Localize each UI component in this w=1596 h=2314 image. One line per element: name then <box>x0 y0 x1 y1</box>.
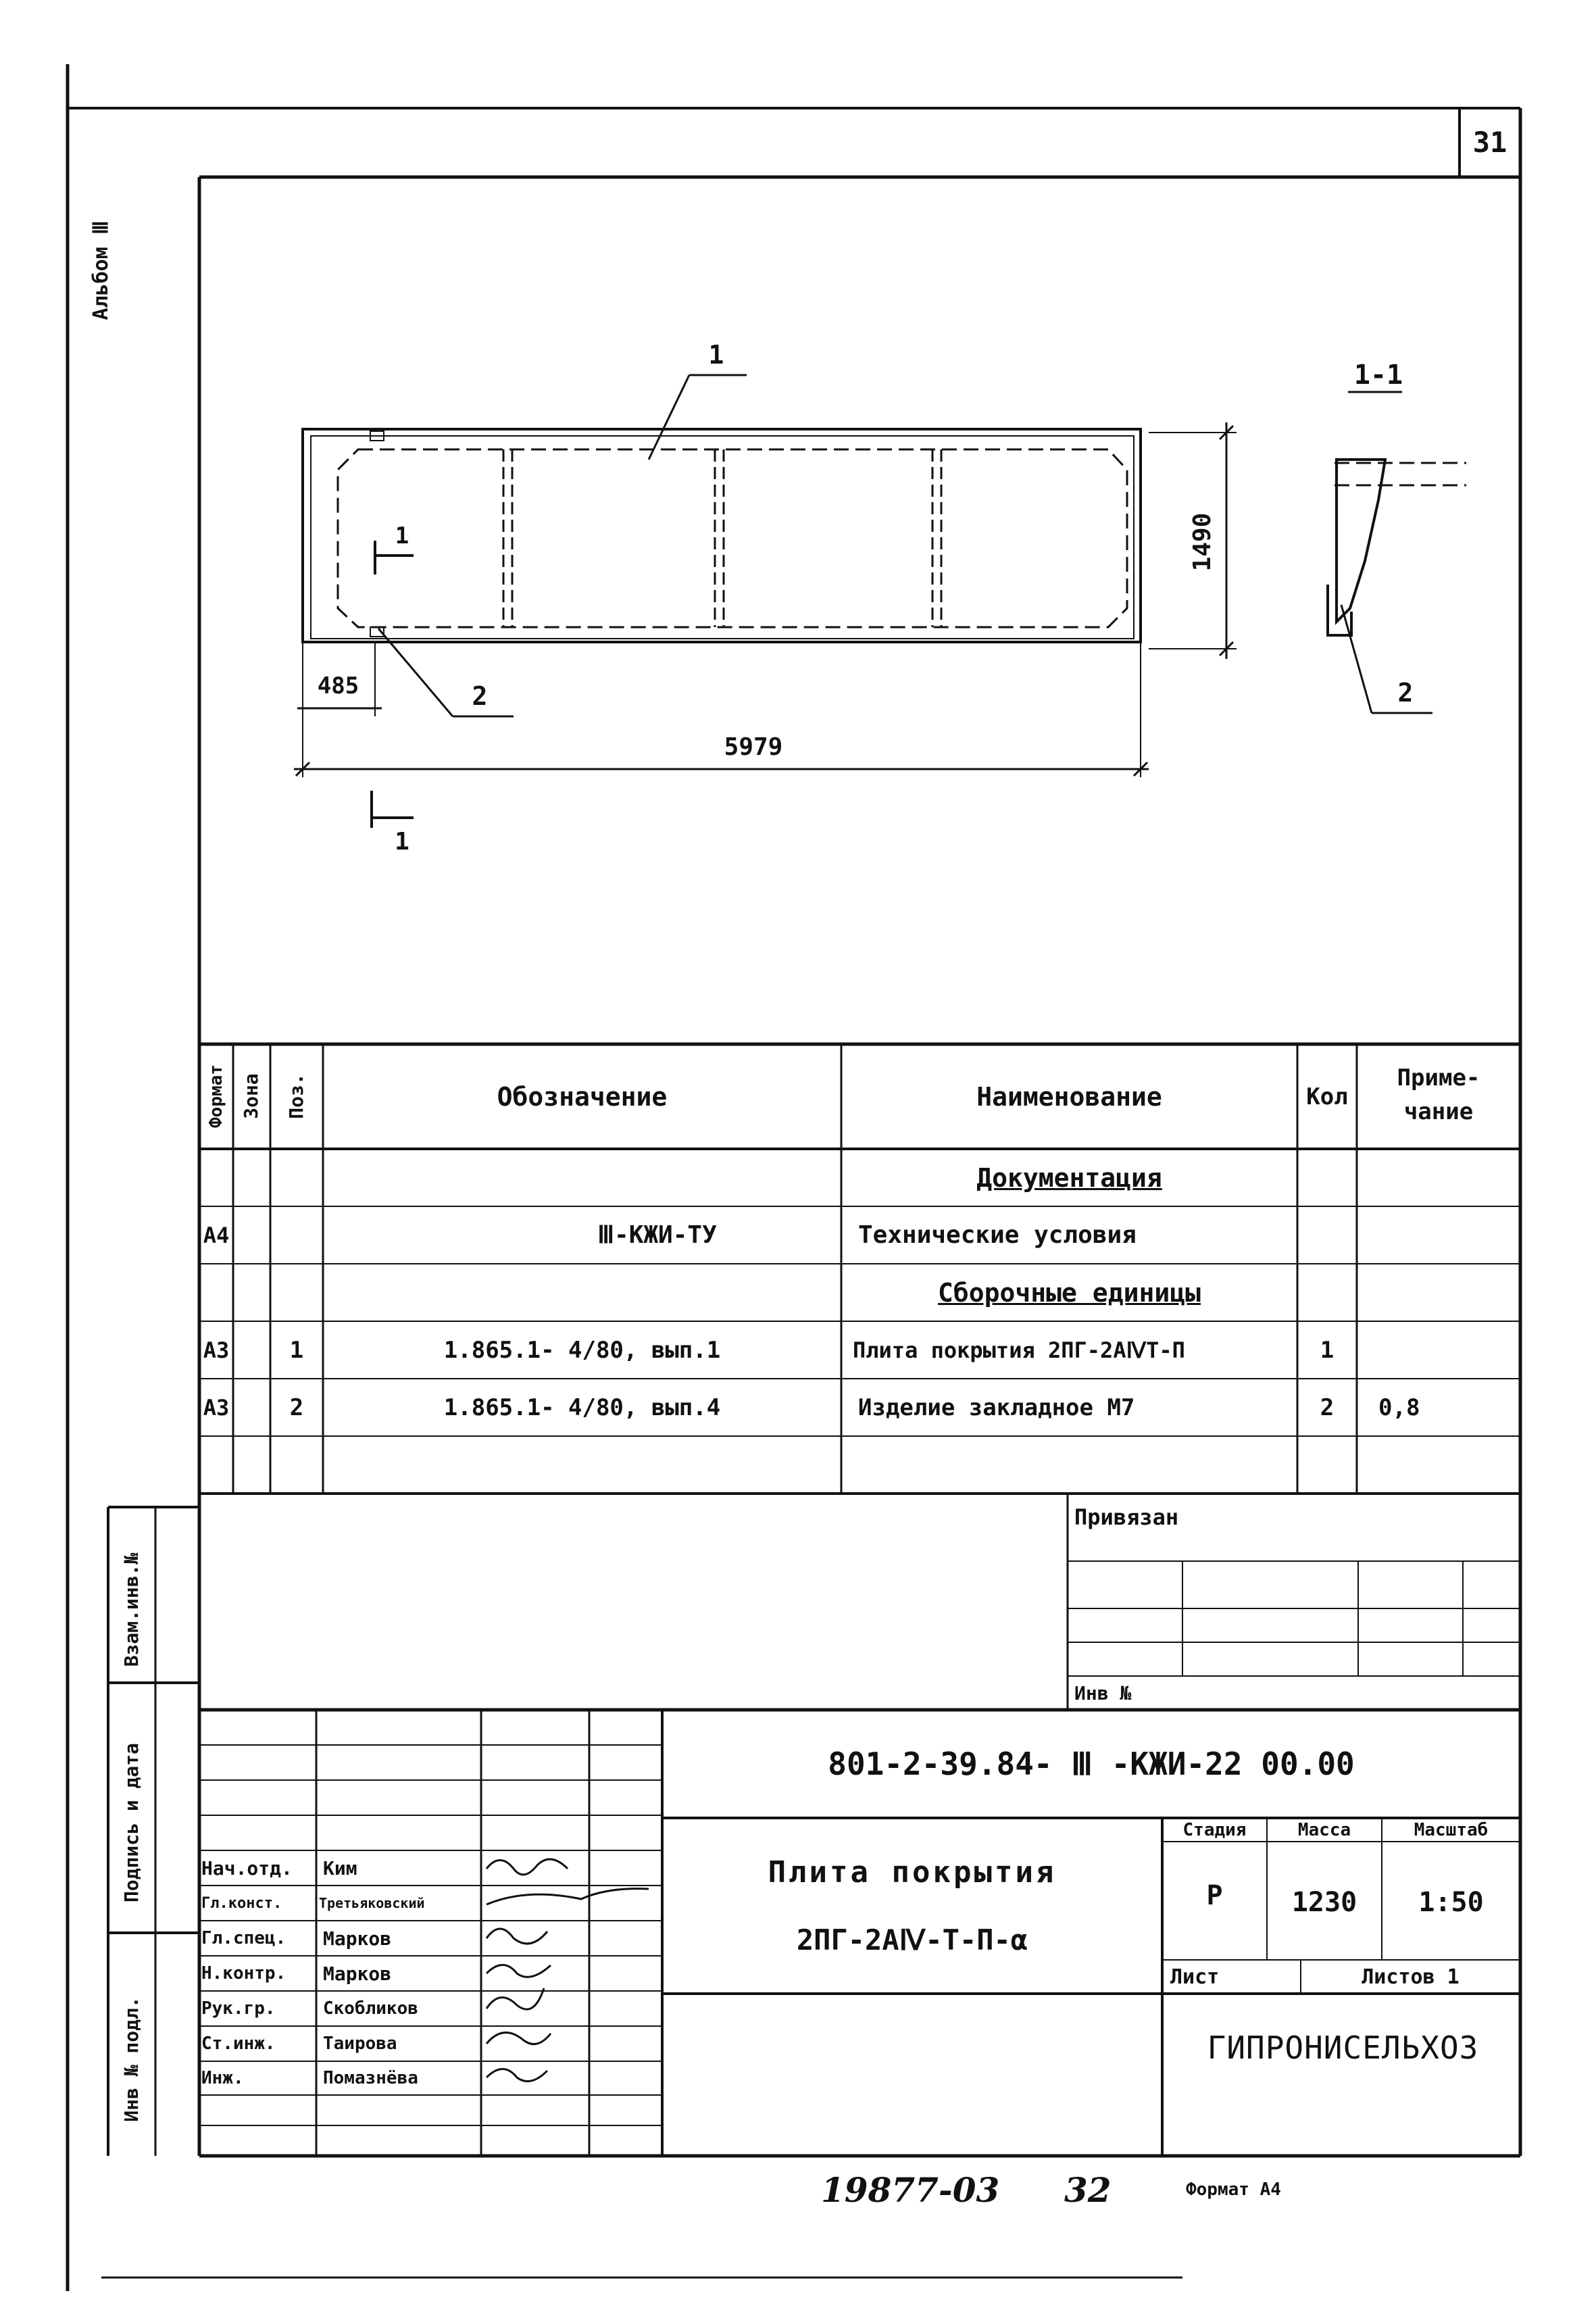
row-name-heading: Документация <box>976 1162 1162 1193</box>
row-name: Технические условия <box>858 1221 1137 1249</box>
header-format: Формат <box>206 1064 226 1128</box>
stage-value: Р <box>1206 1880 1223 1911</box>
header-zone: Зона <box>240 1073 262 1119</box>
section-callout-2: 2 <box>1397 678 1414 708</box>
row-qty: 2 <box>1320 1394 1335 1421</box>
section-mark-bottom: 1 <box>395 827 409 856</box>
side-stamp-vzam: Взам.инв.№ <box>120 1552 143 1667</box>
header-name: Наименование <box>976 1081 1162 1112</box>
footer-page: 32 <box>1064 2169 1112 2210</box>
row-qty: 1 <box>1320 1336 1335 1364</box>
signature-role: Ст.инж. <box>201 2034 276 2054</box>
callout-1: 1 <box>708 340 724 370</box>
header-note-1: Приме- <box>1397 1064 1480 1091</box>
signature-name: Скобликов <box>323 1998 418 2019</box>
scale-label: Масштаб <box>1414 1819 1489 1840</box>
title-line-2: 2ПГ-2АⅣ-Т-П-α <box>796 1923 1028 1956</box>
signature-role: Гл.спец. <box>201 1928 286 1948</box>
dim-width: 1490 <box>1189 512 1216 572</box>
signature-role: Рук.гр. <box>201 1998 276 2019</box>
signature-name: Ким <box>323 1856 357 1879</box>
row-format: А3 <box>203 1337 230 1363</box>
row-format: А3 <box>203 1394 230 1421</box>
page-number: 31 <box>1472 125 1507 159</box>
organization: ГИПРОНИСЕЛЬХОЗ <box>1207 2029 1479 2066</box>
mass-label: Масса <box>1297 1819 1351 1840</box>
signature-scribbles <box>487 1859 649 2082</box>
row-pos: 1 <box>289 1336 304 1364</box>
signature-name: Помазнёва <box>323 2068 418 2088</box>
inv-n-label: Инв № <box>1074 1681 1132 1704</box>
signature-role: Инж. <box>201 2068 244 2088</box>
sheets-label: Листов 1 <box>1362 1965 1460 1989</box>
row-name: Изделие закладное М7 <box>858 1394 1135 1421</box>
row-name-heading: Сборочные единицы <box>938 1277 1201 1308</box>
header-pos: Поз. <box>285 1073 307 1119</box>
row-name: Плита покрытия 2ПГ-2АⅣТ-П <box>853 1337 1185 1363</box>
row-designation: Ⅲ-КЖИ-ТУ <box>597 1221 717 1249</box>
header-designation: Обозначение <box>497 1081 668 1112</box>
dim-offset: 485 <box>317 672 359 699</box>
row-note: 0,8 <box>1378 1394 1420 1421</box>
header-note-2: чание <box>1403 1098 1474 1125</box>
section-mark-top: 1 <box>395 522 409 549</box>
header-qty: Кол <box>1306 1083 1348 1110</box>
section-title: 1-1 <box>1353 360 1403 391</box>
footer-format: Формат А4 <box>1186 2180 1281 2200</box>
sheet-label: Лист <box>1170 1965 1220 1989</box>
album-label: Альбом Ⅲ <box>89 220 113 320</box>
callout-2: 2 <box>472 681 488 711</box>
row-designation: 1.865.1- 4/80, вып.1 <box>443 1336 721 1364</box>
title-line-1: Плита покрытия <box>768 1854 1057 1890</box>
side-stamp-podpis: Подпись и дата <box>120 1743 143 1903</box>
stage-label: Стадия <box>1182 1819 1247 1840</box>
side-stamp-inv-podl: Инв № подл. <box>120 1996 143 2122</box>
signature-name: Марков <box>323 1962 392 1985</box>
footer-inventory: 19877-03 <box>821 2169 1000 2210</box>
signature-name: Таирова <box>323 2034 397 2054</box>
row-format: А4 <box>203 1222 230 1248</box>
scale-value: 1:50 <box>1418 1887 1484 1918</box>
row-designation: 1.865.1- 4/80, вып.4 <box>443 1394 721 1421</box>
signature-role: Н.контр. <box>201 1963 286 1984</box>
document-code: 801-2-39.84- Ⅲ -КЖИ-22 00.00 <box>828 1746 1355 1782</box>
row-pos: 2 <box>289 1394 304 1421</box>
signature-role: Нач.отд. <box>201 1856 293 1879</box>
mass-value: 1230 <box>1291 1887 1357 1918</box>
signature-role: Гл.конст. <box>201 1894 282 1912</box>
privyazan-label: Привязан <box>1074 1504 1179 1530</box>
signature-name: Марков <box>323 1927 392 1950</box>
dim-length: 5979 <box>724 733 783 761</box>
signature-name: Третьяковский <box>319 1895 425 1911</box>
